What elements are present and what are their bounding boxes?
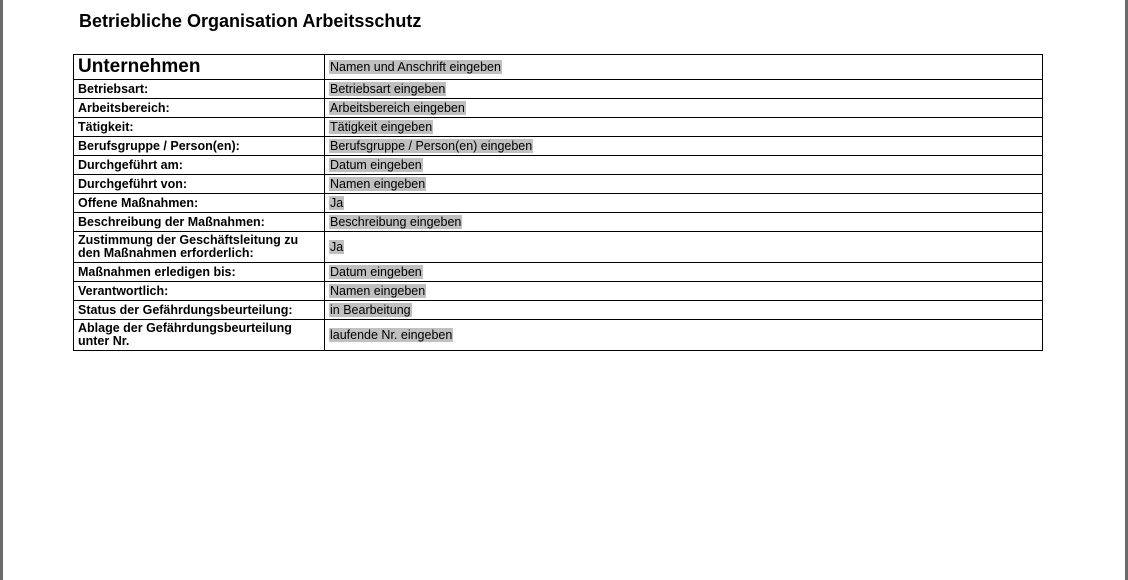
date-performed-field[interactable]: Datum eingeben — [330, 157, 422, 172]
row-label: Beschreibung der Maßnahmen: — [74, 213, 325, 232]
company-field[interactable]: Namen und Anschrift eingeben — [330, 59, 501, 74]
table-row — [74, 156, 1043, 175]
row-label: Zustimmung der Geschäftsleitung zu den Maßnahmen erforderlich: — [74, 232, 325, 263]
row-label: Betriebsart: — [74, 80, 325, 99]
table-row — [74, 301, 1043, 320]
performed-by-field[interactable]: Namen eingeben — [330, 176, 426, 191]
value-cell — [325, 320, 1043, 351]
row-label: Durchgeführt von: — [74, 175, 325, 194]
table-row — [74, 55, 1043, 80]
management-approval-dropdown[interactable]: Ja — [330, 239, 344, 254]
status-dropdown[interactable]: in Bearbeitung — [330, 302, 411, 317]
row-label: Ablage der Gefährdungsbeurteilung unter Nr. — [74, 320, 325, 351]
value-cell — [325, 55, 1043, 80]
measures-description-field[interactable]: Beschreibung eingeben — [330, 214, 462, 229]
taetigkeit-field[interactable]: Tätigkeit eingeben — [330, 119, 433, 134]
row-label: Verantwortlich: — [74, 282, 325, 301]
page-border-left — [0, 0, 3, 580]
row-label: Durchgeführt am: — [74, 156, 325, 175]
filing-number-field[interactable]: laufende Nr. eingeben — [330, 327, 453, 342]
value-cell — [325, 118, 1043, 137]
due-date-field[interactable]: Datum eingeben — [330, 264, 422, 279]
berufsgruppe-field[interactable]: Berufsgruppe / Person(en) eingeben — [330, 138, 533, 153]
row-label: Arbeitsbereich: — [74, 99, 325, 118]
row-label: Berufsgruppe / Person(en): — [74, 137, 325, 156]
table-row — [74, 118, 1043, 137]
row-label: Status der Gefährdungsbeurteilung: — [74, 301, 325, 320]
value-cell — [325, 156, 1043, 175]
table-row — [74, 232, 1043, 263]
table-row — [74, 282, 1043, 301]
row-label-unternehmen: Unternehmen — [74, 55, 325, 80]
value-cell — [325, 232, 1043, 263]
value-cell — [325, 263, 1043, 282]
table-row — [74, 320, 1043, 351]
value-cell — [325, 301, 1043, 320]
table-row — [74, 137, 1043, 156]
table-row — [74, 99, 1043, 118]
table-row — [74, 213, 1043, 232]
document-title: Betriebliche Organisation Arbeitsschutz — [79, 11, 422, 31]
value-cell — [325, 99, 1043, 118]
value-cell — [325, 137, 1043, 156]
table-row — [74, 194, 1043, 213]
row-label: Maßnahmen erledigen bis: — [74, 263, 325, 282]
value-cell — [325, 80, 1043, 99]
open-measures-dropdown[interactable]: Ja — [330, 195, 344, 210]
betriebsart-field[interactable]: Betriebsart eingeben — [330, 81, 446, 96]
arbeitsbereich-field[interactable]: Arbeitsbereich eingeben — [330, 100, 465, 115]
table-row — [74, 175, 1043, 194]
value-cell — [325, 175, 1043, 194]
organisation-form-table — [73, 54, 1043, 351]
row-label: Offene Maßnahmen: — [74, 194, 325, 213]
responsible-field[interactable]: Namen eingeben — [330, 283, 426, 298]
table-row — [74, 263, 1043, 282]
table-row — [74, 80, 1043, 99]
value-cell — [325, 282, 1043, 301]
value-cell — [325, 194, 1043, 213]
row-label: Tätigkeit: — [74, 118, 325, 137]
value-cell — [325, 213, 1043, 232]
